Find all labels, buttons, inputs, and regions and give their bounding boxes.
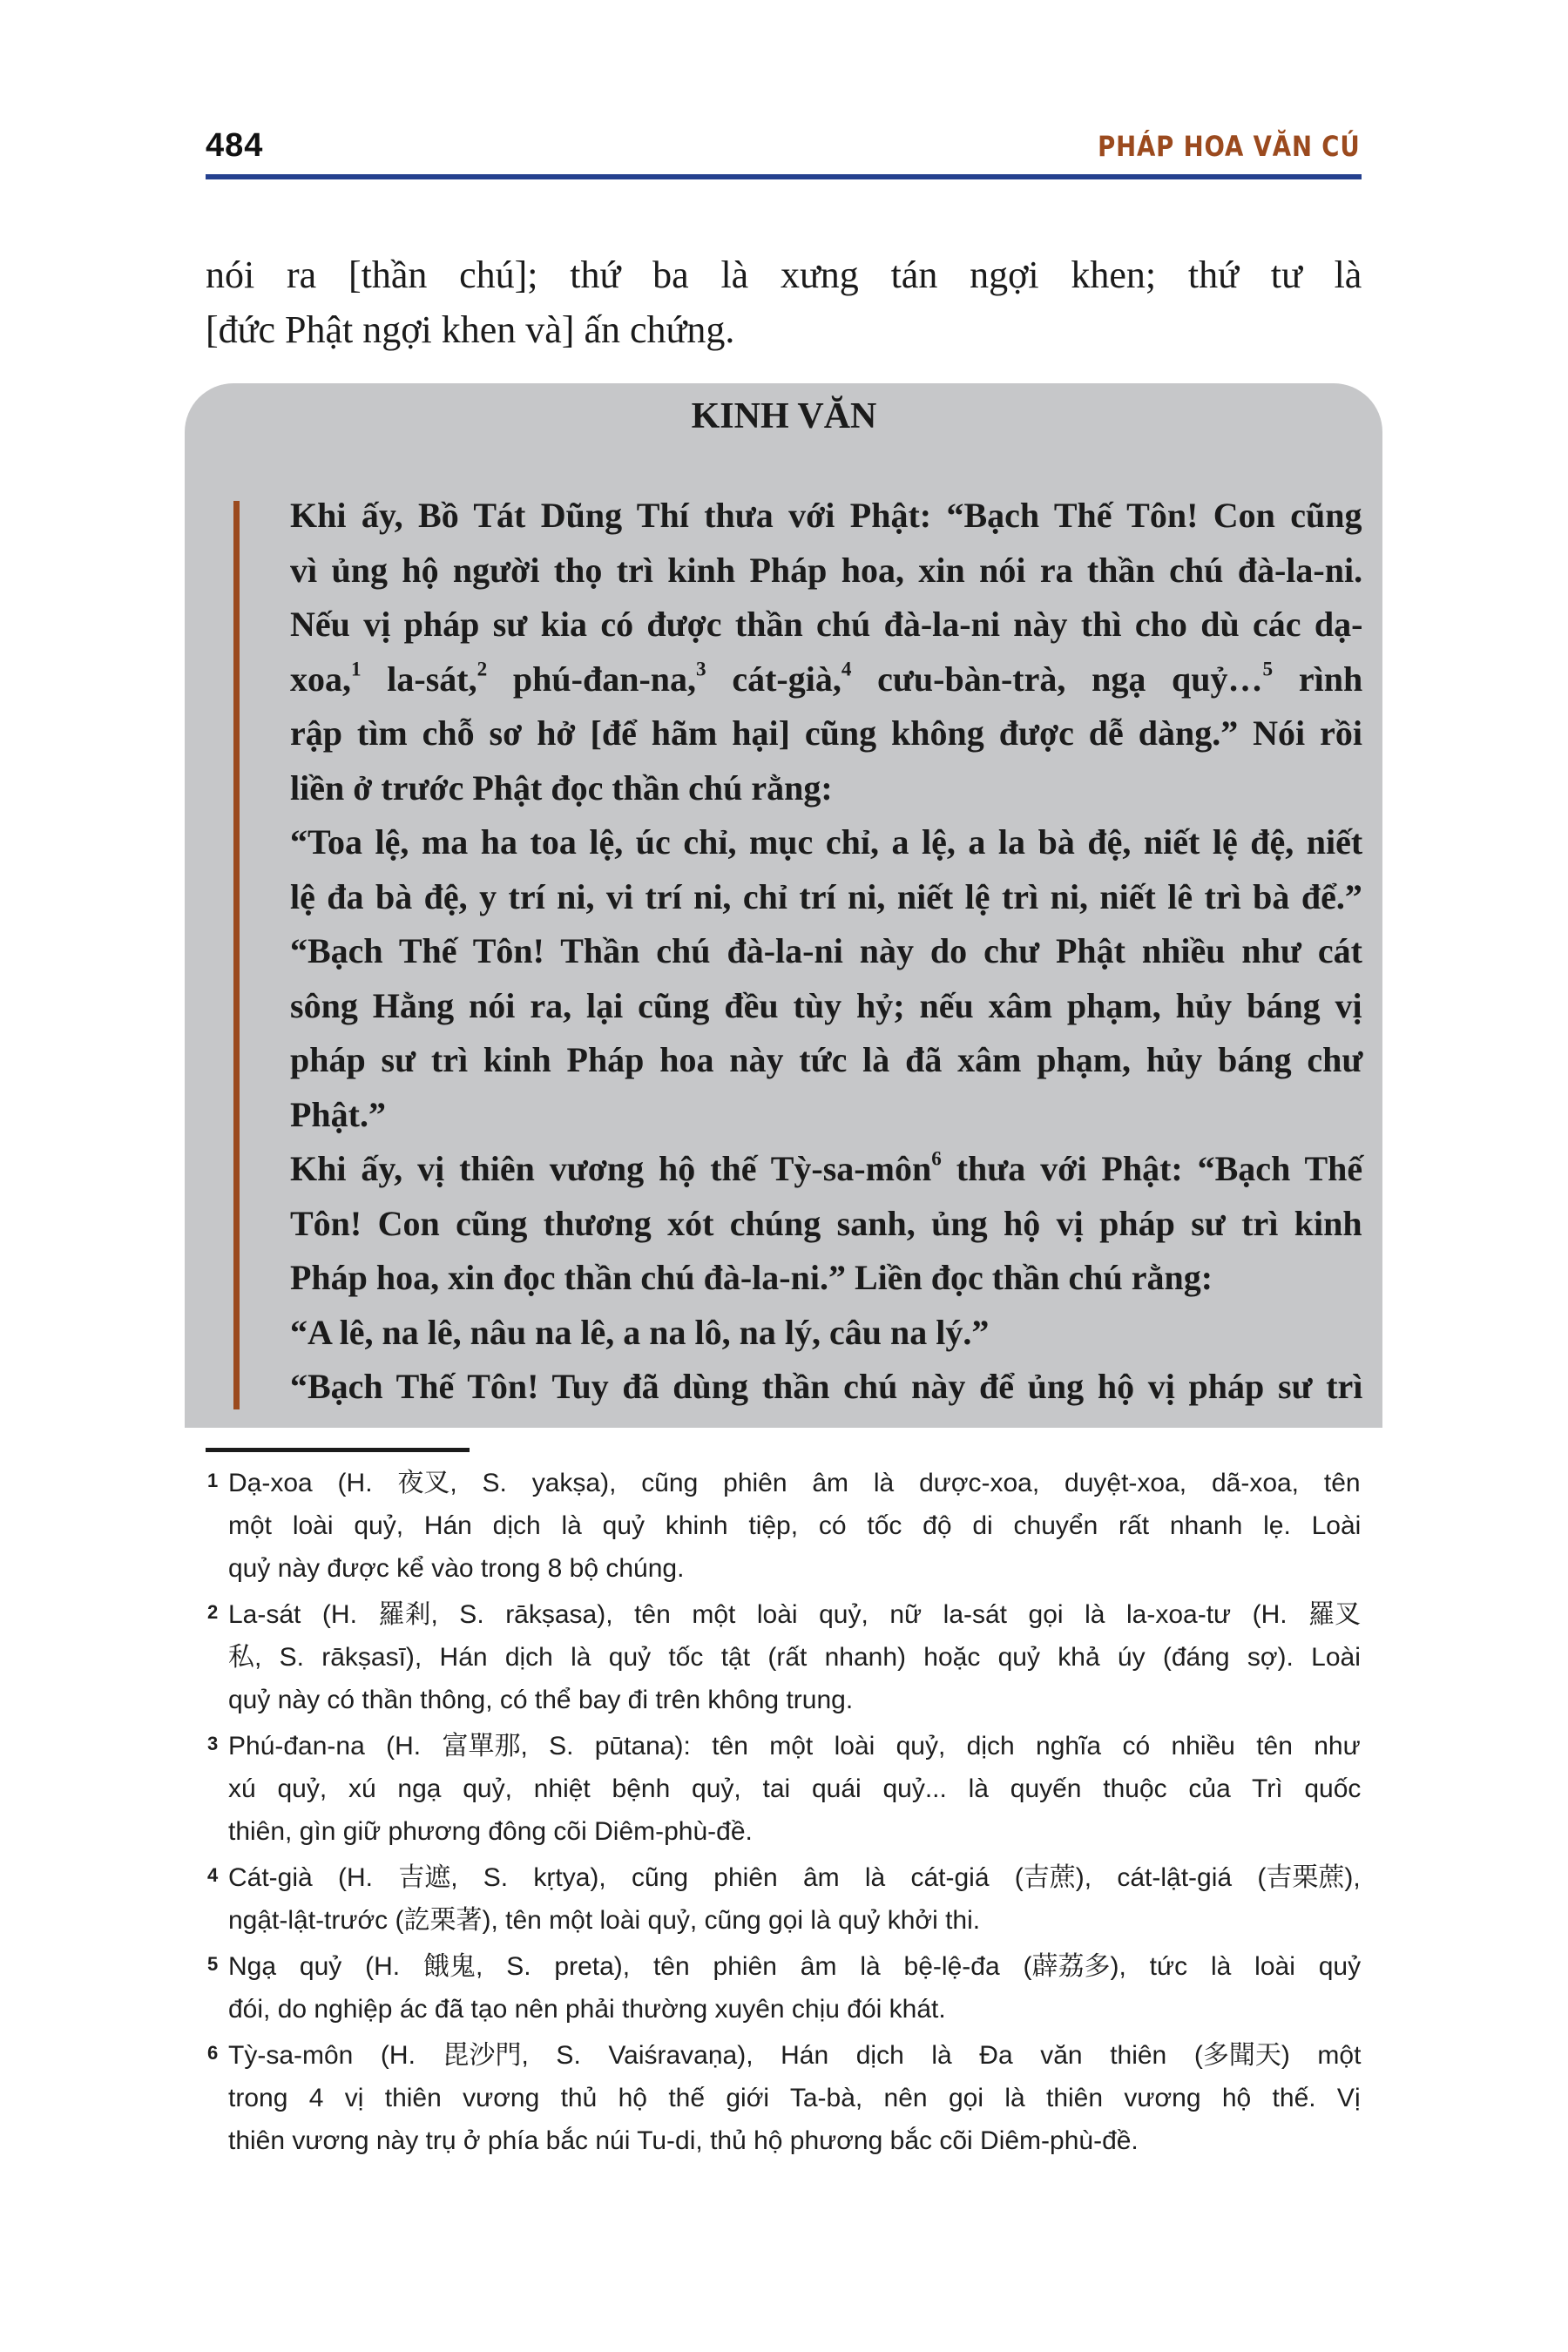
footnote-line: [228, 1729, 1361, 1764]
sutra-line-text: [290, 1364, 1362, 1409]
sutra-text-run: pháp sư trì kinh Pháp hoa này tức là đã xâm phạm, hủy báng chư: [290, 1040, 1363, 1079]
sutra-text-run: liền ở trước Phật đọc thần chú rằng:: [290, 767, 833, 808]
sutra-text-run: Phật.”: [290, 1094, 386, 1134]
page-number: 484: [206, 127, 264, 164]
footnote-line-text: La-sát (H. 羅剎, S. rākṣasa), tên một loài quỷ, nữ la-sát gọi là la-xoa-tư (H. 羅叉: [228, 1600, 1362, 1629]
footnote-line: [228, 1772, 1361, 1807]
sutra-line: [290, 493, 1362, 538]
footnote-ref[interactable]: 2: [476, 658, 488, 681]
footnote-line: [228, 1598, 1361, 1632]
sutra-line: [290, 1255, 1362, 1301]
sutra-text-run: phú-đan-na,: [487, 659, 697, 699]
sutra-line-text: [290, 1092, 386, 1138]
footnote-line: [228, 1992, 1361, 2027]
footnote-line: [228, 1861, 1361, 1896]
sutra-line-text: [290, 602, 1362, 647]
sutra-line: [290, 1201, 1362, 1247]
footnote-line-text: Ngạ quỷ (H. 餓鬼, S. preta), tên phiên âm là bệ-lệ-đa (薜荔多), tức là loài quỷ: [228, 1952, 1362, 1981]
footnote-line-text: Cát-già (H. 吉遮, S. kṛtya), cũng phiên âm là cát-giá (吉蔗), cát-lật-giá (吉栗蔗),: [228, 1863, 1361, 1892]
footnote-line: [228, 1683, 1361, 1718]
sutra-line: [290, 1146, 1362, 1192]
sutra-text-run: Tôn! Con cũng thương xót chúng sanh, ủng hộ vị pháp sư trì kinh: [290, 1203, 1362, 1243]
intro-line-text: [đức Phật ngợi khen và] ấn chứng.: [206, 308, 735, 351]
sutra-line-text: [290, 766, 833, 811]
footnote-line: [228, 1950, 1361, 1984]
sutra-line: [290, 548, 1362, 593]
sutra-line-text: [290, 657, 1362, 702]
footnote-ref[interactable]: 4: [841, 658, 852, 681]
footnote-line-text: trong 4 vị thiên vương thủ hộ thế giới Ta-bà, nên gọi là thiên vương hộ thế. Vị: [228, 2084, 1361, 2112]
sutra-line: [290, 711, 1362, 756]
sutra-text-run: “Bạch Thế Tôn! Tuy đã dùng thần chú này để ủng hộ vị pháp sư trì: [290, 1367, 1363, 1406]
footnote-ref[interactable]: 1: [351, 658, 362, 681]
sutra-line: [290, 1037, 1362, 1083]
footnote-line: [228, 1815, 1361, 1849]
footnote-number: 6: [207, 2042, 219, 2064]
intro-line: [206, 308, 1362, 353]
sutra-line-text: [290, 1310, 989, 1355]
sutra-line: [290, 929, 1362, 974]
sutra-text-run: la-sát,: [361, 659, 477, 699]
sutra-accent-bar: [233, 501, 240, 1409]
footnote-line-text: quỷ này có thần thông, có thể bay đi trên không trung.: [228, 1686, 854, 1714]
sutra-line-text: [290, 983, 1362, 1029]
sutra-text-run: sông Hằng nói ra, lại cũng đều tùy hỷ; nếu xâm phạm, hủy báng vị: [290, 985, 1362, 1025]
footnote-number: 4: [207, 1864, 219, 1886]
sutra-line-text: [290, 1037, 1362, 1083]
footnote-line-text: ngật-lật-trước (訖栗著), tên một loài quỷ, cũng gọi là quỷ khởi thi.: [228, 1906, 981, 1935]
footnote-line: [228, 2038, 1361, 2073]
sutra-text-run: rập tìm chỗ sơ hở [để hãm hại] cũng không được dễ dàng.” Nói rồi: [290, 713, 1362, 753]
footnote-line: [228, 2081, 1361, 2116]
footnote-number: 5: [207, 1953, 219, 1975]
sutra-line-text: [290, 1146, 1362, 1192]
footnote-line-text: Phú-đan-na (H. 富單那, S. pūtana): tên một loài quỷ, dịch nghĩa có nhiều tên như: [228, 1732, 1361, 1761]
footnote-rule: [206, 1448, 470, 1452]
sutra-line-text: [290, 820, 1362, 865]
footnote-line-text: Dạ-xoa (H. 夜叉, S. yakṣa), cũng phiên âm là dược-xoa, duyệt-xoa, dã-xoa, tên: [228, 1469, 1361, 1497]
sutra-text-run: vì ủng hộ người thọ trì kinh Pháp hoa, xin nói ra thần chú đà-la-ni.: [290, 550, 1363, 590]
sutra-text-run: Khi ấy, Bồ Tát Dũng Thí thưa với Phật: “Bạch Thế Tôn! Con cũng: [290, 496, 1362, 535]
sutra-line-text: [290, 493, 1362, 538]
footnote-ref[interactable]: 5: [1262, 658, 1274, 681]
sutra-line: [290, 602, 1362, 647]
footnote-line-text: xú quỷ, xú ngạ quỷ, nhiệt bệnh quỷ, tai quái quỷ... là quyến thuộc của Trì quốc: [228, 1774, 1362, 1803]
footnote-line-text: đói, do nghiệp ác đã tạo nên phải thường xuyên chịu đói khát.: [228, 1995, 946, 2024]
sutra-text-run: cưu-bàn-trà, ngạ quỷ…: [851, 659, 1263, 699]
footnote-line: [228, 1551, 1361, 1586]
footnote-line-text: thiên, gìn giữ phương đông cõi Diêm-phù-đề.: [228, 1817, 753, 1846]
sutra-line: [290, 766, 1362, 811]
sutra-text-run: xoa,: [290, 659, 351, 699]
sutra-line: [290, 657, 1362, 702]
footnote-line: [228, 1903, 1361, 1938]
footnote-line: [228, 1640, 1361, 1675]
running-title: PHÁP HOA VĂN CÚ: [1098, 130, 1361, 163]
footnote-line: [228, 1509, 1361, 1544]
sutra-line: [290, 983, 1362, 1029]
sutra-line: [290, 1364, 1362, 1409]
sutra-line: [290, 1092, 1362, 1138]
sutra-line: [290, 820, 1362, 865]
sutra-heading: KINH VĂN: [691, 396, 877, 436]
sutra-line-text: [290, 548, 1362, 593]
footnote-line-text: thiên vương này trụ ở phía bắc núi Tu-di, thủ hộ phương bắc cõi Diêm-phù-đề.: [228, 2126, 1139, 2155]
footnote-number: 2: [207, 1601, 219, 1623]
footnote-line-text: Tỳ-sa-môn (H. 毘沙門, S. Vaiśravaṇa), Hán dịch là Đa văn thiên (多聞天) một: [228, 2041, 1362, 2070]
footnote-line: [228, 1466, 1361, 1501]
sutra-line-text: [290, 875, 1362, 920]
sutra-line: [290, 875, 1362, 920]
intro-line-text: nói ra [thần chú]; thứ ba là xưng tán ngợi khen; thứ tư là: [206, 253, 1362, 296]
header-rule: [206, 174, 1362, 179]
sutra-text-run: Pháp hoa, xin đọc thần chú đà-la-ni.” Liền đọc thần chú rằng:: [290, 1258, 1213, 1297]
footnote-line-text: quỷ này được kể vào trong 8 bộ chúng.: [228, 1554, 685, 1583]
sutra-text-run: thưa với Phật: “Bạch Thế: [941, 1149, 1363, 1188]
sutra-text-run: Nếu vị pháp sư kia có được thần chú đà-la-ni này thì cho dù các dạ-: [290, 605, 1363, 644]
sutra-line: [290, 1310, 1362, 1355]
sutra-line-text: [290, 1201, 1362, 1247]
footnote-number: 1: [207, 1470, 219, 1491]
sutra-text-run: “Toa lệ, ma ha toa lệ, úc chỉ, mục chỉ, a lệ, a la bà đệ, niết lệ đệ, niết: [290, 822, 1363, 862]
footnote-line: [228, 2124, 1361, 2159]
sutra-text-run: Khi ấy, vị thiên vương hộ thế Tỳ-sa-môn: [290, 1149, 932, 1188]
sutra-text-run: “Bạch Thế Tôn! Thần chú đà-la-ni này do chư Phật nhiều như cát: [290, 931, 1362, 970]
footnote-number: 3: [207, 1733, 219, 1754]
intro-line: [206, 253, 1362, 298]
footnote-ref[interactable]: 6: [931, 1147, 942, 1171]
footnote-line-text: một loài quỷ, Hán dịch là quỷ khinh tiệp, có tốc độ di chuyển rất nhanh lẹ. Loài: [228, 1511, 1362, 1540]
sutra-text-run: rình: [1273, 659, 1363, 699]
sutra-line-text: [290, 1255, 1213, 1301]
sutra-text-run: lệ đa bà đệ, y trí ni, vi trí ni, chỉ trí ni, niết lệ trì ni, niết lê trì bà để.”: [290, 876, 1362, 916]
footnote-ref[interactable]: 3: [696, 658, 706, 681]
sutra-line-text: [290, 711, 1362, 756]
sutra-text-run: cát-già,: [706, 659, 841, 699]
sutra-line-text: [290, 929, 1362, 974]
sutra-text-run: “A lê, na lê, nâu na lê, a na lô, na lý, câu na lý.”: [290, 1312, 990, 1352]
footnote-line-text: 私, S. rākṣasī), Hán dịch là quỷ tốc tật (rất nhanh) hoặc quỷ khả úy (đáng sợ). Loài: [228, 1643, 1361, 1672]
